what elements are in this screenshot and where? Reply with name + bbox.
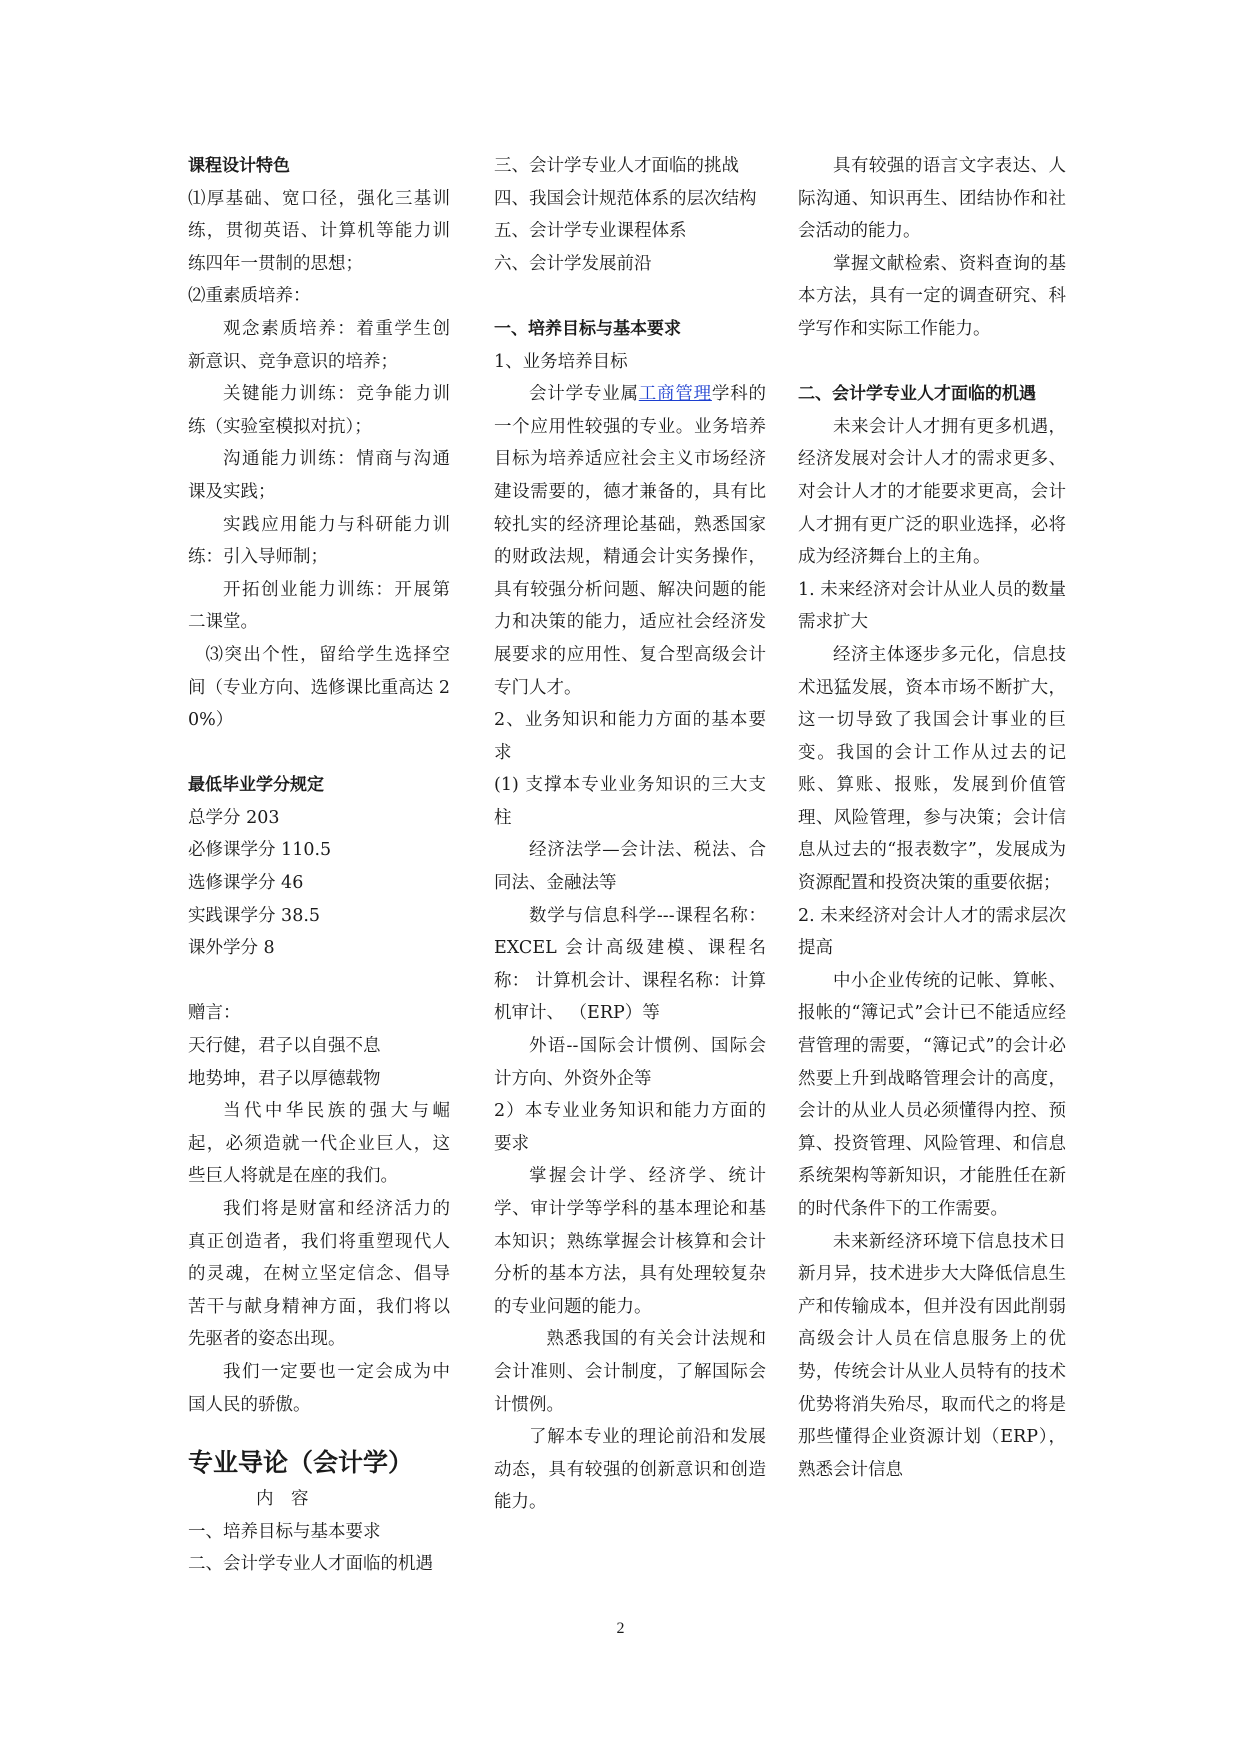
motto-line: 地势坤，君子以厚德载物 — [188, 1068, 381, 1089]
paragraph: 未来新经济环境下信息技术日新月异，技术进步大大降低信息生产和传输成本，但并没有因此削弱高级会计人员在信息服务上的优势，传统会计从业人员特有的技术优势将消失殆尽，取而代之的将是那些懂得企业资源计划（ERP），熟悉会计信息 — [798, 1231, 1066, 1480]
paragraph: 关键能力训练：竞争能力训练（实验室模拟对抗）； — [188, 384, 450, 437]
paragraph: 了解本专业的理论前沿和发展动态，具有较强的创新意识和创造能力。 — [494, 1427, 766, 1513]
paragraph: ⑴厚基础、宽口径，强化三基训练，贯彻英语、计算机等能力训练四年一贯制的思想； — [188, 188, 450, 274]
paragraph: 数学与信息科学---课程名称： EXCEL 会计高级建模、课程名称： 计算机会计、课程名称：计算机审计、 （ERP）等 — [494, 905, 766, 1024]
toc-item: 四、我国会计规范体系的层次结构 — [494, 188, 757, 209]
motto-line: 天行健，君子以自强不息 — [188, 1036, 381, 1057]
paragraph: 掌握会计学、经济学、统计学、审计学等学科的基本理论和基本知识；熟练掌握会计核算和会计分析的基本方法，具有处理较复杂的专业问题的能力。 — [494, 1166, 766, 1317]
section-heading: 二、会计学专业人才面临的机遇 — [798, 384, 1036, 405]
credit-line: 选修课学分 46 — [188, 873, 304, 894]
paragraph: 中小企业传统的记帐、算帐、报帐的“簿记式”会计已不能适应经营管理的需要，“簿记式”的会计必然要上升到战略管理会计的高度，会计的从业人员必须懂得内控、预算、投资管理、风险管理、和信息系统架构等新知识，才能胜任在新的时代条件下的工作需要。 — [798, 970, 1066, 1219]
subheading: 1. 未来经济对会计从业人员的数量需求扩大 — [798, 579, 1066, 633]
subheading: 2）本专业业务知识和能力方面的要求 — [494, 1101, 766, 1154]
paragraph: 未来会计人才拥有更多机遇，经济发展对会计人才的需求更多、对会计人才的才能要求更高，会计人才拥有更广泛的职业选择，必将成为经济舞台上的主角。 — [798, 416, 1066, 568]
credit-line: 实践课学分 38.5 — [188, 905, 321, 926]
page-number: 2 — [616, 1620, 625, 1637]
paragraph: 实践应用能力与科研能力训练：引入导师制； — [188, 514, 450, 568]
toc-item: 六、会计学发展前沿 — [494, 253, 652, 274]
paragraph: 我们一定要也一定会成为中国人民的骄傲。 — [188, 1361, 450, 1415]
subheading: 2. 未来经济对会计人才的需求层次提高 — [798, 905, 1066, 959]
section-title: 专业导论（会计学） — [188, 1448, 414, 1478]
gift-label: 赠言： — [188, 1003, 241, 1024]
section-heading: 一、培养目标与基本要求 — [494, 318, 681, 339]
paragraph: 外语--国际会计惯例、国际会计方向、外资外企等 — [494, 1036, 766, 1089]
paragraph: 我们将是财富和经济活力的真正创造者，我们将重塑现代人的灵魂，在树立坚定信念、倡导苦干与献身精神方面，我们将以先驱者的姿态出现。 — [188, 1199, 450, 1350]
paragraph: 经济主体逐步多元化，信息技术迅猛发展，资本市场不断扩大，这一切导致了我国会计事业的巨变。我国的会计工作从过去的记账、算账、报账，发展到价值管理、风险管理，参与决策；会计信息从过去的“报表数字”，发展成为资源配置和投资决策的重要依据； — [798, 644, 1066, 894]
paragraph: 具有较强的语言文字表达、人际沟通、知识再生、团结协作和社会活动的能力。 — [798, 156, 1066, 242]
credit-line: 课外学分 8 — [188, 938, 275, 959]
business-admin-link[interactable]: 工商管理 — [638, 384, 712, 405]
contents-label: 内 容 — [256, 1489, 309, 1510]
column-middle — [494, 150, 766, 1519]
credits-heading: 最低毕业学分规定 — [188, 775, 324, 796]
column-left — [188, 150, 450, 1581]
paragraph: ⑶突出个性，留给学生选择空间（专业方向、选修课比重高达 20%） — [188, 644, 450, 731]
subheading: (1) 支撑本专业业务知识的三大支柱 — [494, 775, 766, 828]
paragraph: 掌握文献检索、资料查询的基本方法，具有一定的调查研究、科学写作和实际工作能力。 — [798, 253, 1066, 339]
features-heading: 课程设计特色 — [188, 156, 290, 176]
toc-item: 五、会计学专业课程体系 — [494, 221, 687, 242]
credit-line: 总学分 203 — [188, 807, 280, 828]
paragraph: 开拓创业能力训练：开展第二课堂。 — [188, 579, 450, 633]
paragraph: 熟悉我国的有关会计法规和会计准则、会计制度，了解国际会计惯例。 — [494, 1329, 766, 1415]
toc-item: 二、会计学专业人才面临的机遇 — [188, 1554, 433, 1575]
subheading: 2、业务知识和能力方面的基本要求 — [494, 710, 766, 763]
paragraph: 观念素质培养：着重学生创新意识、竞争意识的培养； — [188, 318, 450, 372]
toc-item: 一、培养目标与基本要求 — [188, 1521, 381, 1542]
paragraph: ⑵重素质培养： — [188, 286, 311, 307]
column-right — [798, 150, 1066, 1486]
paragraph: 经济法学—会计法、税法、合同法、金融法等 — [494, 840, 766, 894]
credit-line: 必修课学分 110.5 — [188, 840, 332, 861]
toc-item: 三、会计学专业人才面临的挑战 — [494, 156, 739, 176]
subheading: 1、业务培养目标 — [494, 351, 628, 372]
paragraph: 沟通能力训练：情商与沟通课及实践； — [188, 449, 450, 502]
text-run: 会计学专业属 — [529, 384, 639, 405]
paragraph — [494, 378, 766, 704]
paragraph: 当代中华民族的强大与崛起，必须造就一代企业巨人，这些巨人将就是在座的我们。 — [188, 1101, 450, 1187]
text-run: 学科的一个应用性较强的专业。业务培养目标为培养适应社会主义市场经济建设需要的，德才兼备的，具有比较扎实的经济理论基础，熟悉国家的财政法规，精通会计实务操作，具有较强分析问题、解决问题的能力和决策的能力，适应社会经济发展要求的应用性、复合型高级会计专门人才。 — [494, 384, 767, 698]
